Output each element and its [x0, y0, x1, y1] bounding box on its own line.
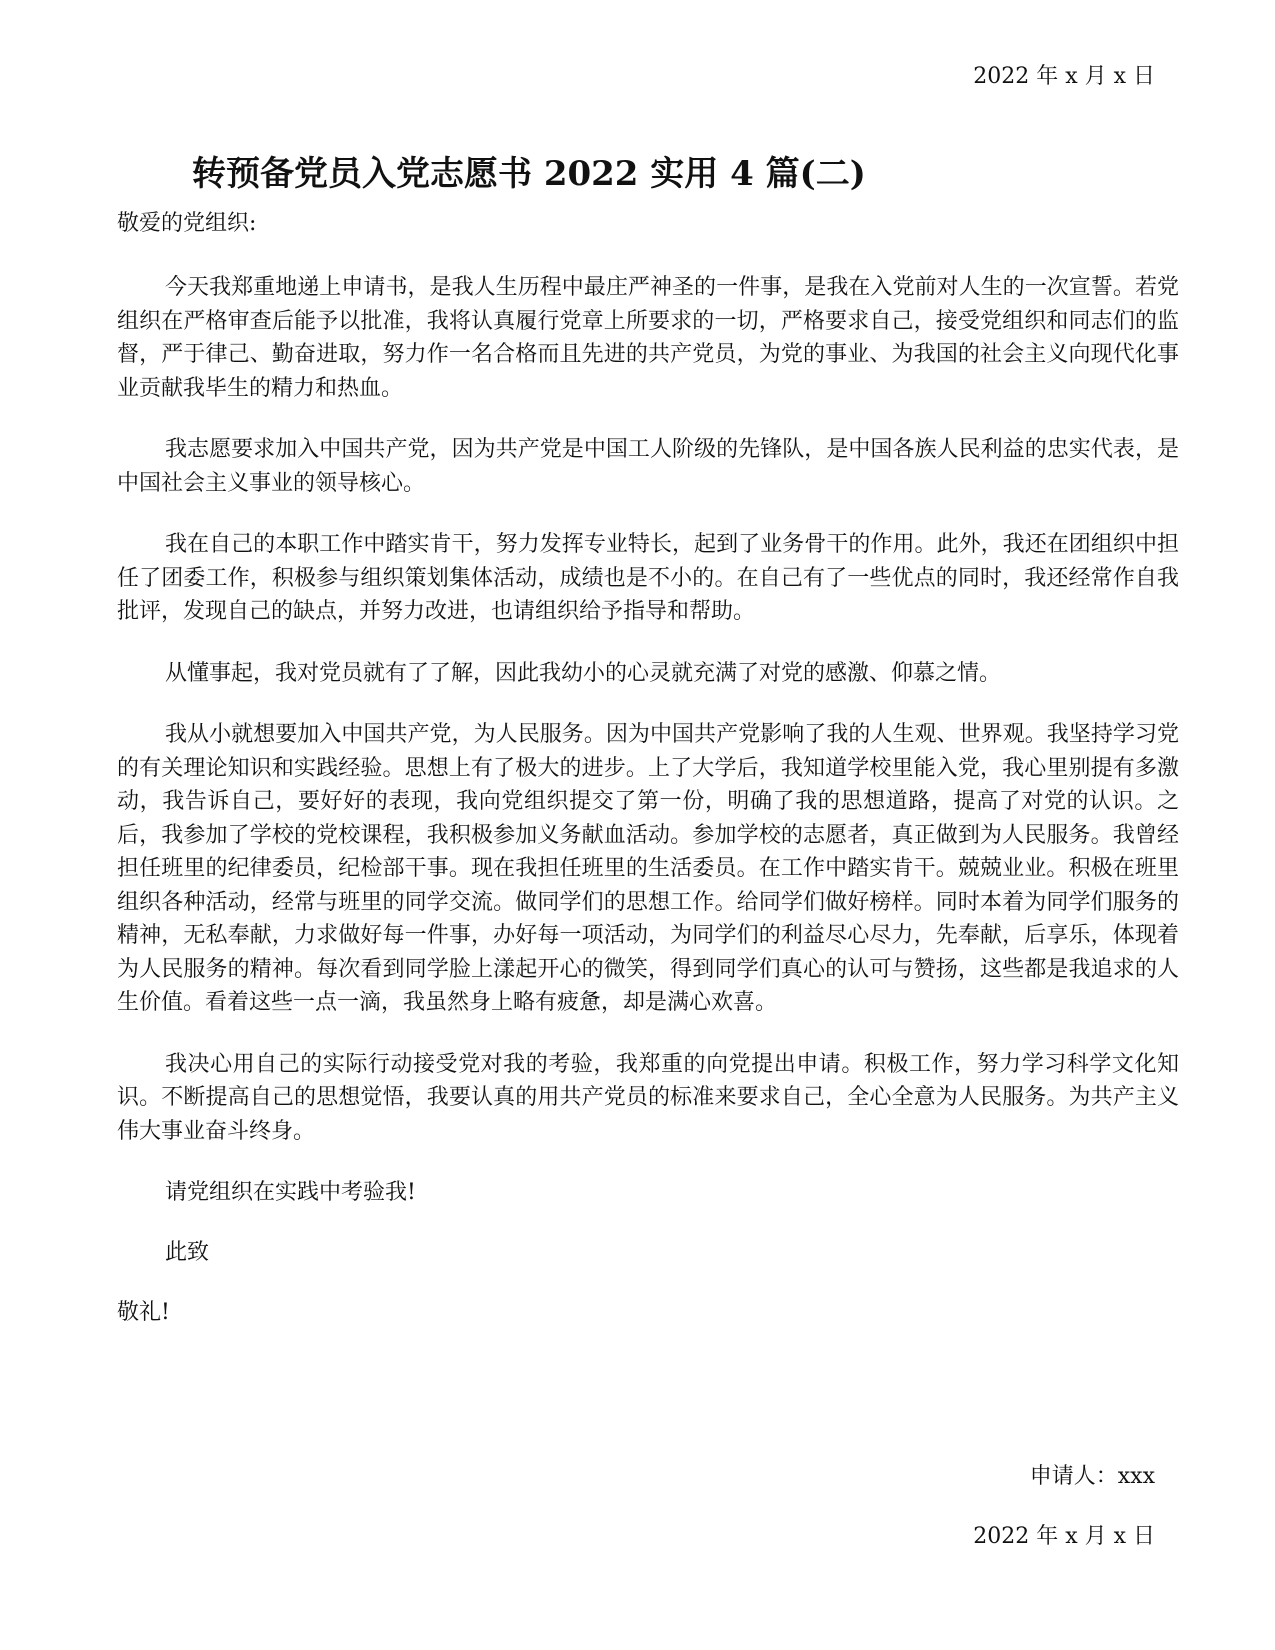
paragraph: 从懂事起，我对党员就有了了解，因此我幼小的心灵就充满了对党的感激、仰慕之情。	[165, 660, 1002, 686]
paragraph: 我从小就想要加入中国共产党，为人民服务。因为中国共产党影响了我的人生观、世界观。我坚持学习党的有关理论知识和实践经验。思想上有了极大的进步。上了大学后，我知道学校里能入党，我心里别提有多激动，我告诉自己，要好好的表现，我向党组织提交了第一份，明确了我的思想道路，提高了对党的认识。之后，我参加了学校的党校课程，我积极参加义务献血活动。参加学校的志愿者，真正做到为人民服务。我曾经担任班里的纪律委员，纪检部干事。现在我担任班里的生活委员。在工作中踏实肯干。兢兢业业。积极在班里组织各种活动，经常与班里的同学交流。做同学们的思想工作。给同学们做好榜样。同时本着为同学们服务的精神，无私奉献，力求做好每一件事，办好每一项活动，为同学们的利益尽心尽力，先奉献，后享乐，体现着为人民服务的精神。每次看到同学脸上漾起开心的微笑，得到同学们真心的认可与赞扬，这些都是我追求的人生价值。看着这些一点一滴，我虽然身上略有疲惫，却是满心欢喜。	[117, 722, 1179, 1015]
document-body	[117, 207, 1179, 1356]
signature-date: 2022 年 x 月 x 日	[973, 1524, 1155, 1549]
paragraph: 我决心用自己的实际行动接受党对我的考验，我郑重的向党提出申请。积极工作，努力学习科学文化知识。不断提高自己的思想觉悟，我要认真的用共产党员的标准来要求自己，全心全意为人民服务。为共产主义伟大事业奋斗终身。	[117, 1051, 1179, 1144]
signature-applicant: 申请人：xxx	[1029, 1464, 1155, 1489]
paragraph: 我志愿要求加入中国共产党，因为共产党是中国工人阶级的先锋队，是中国各族人民利益的忠实代表，是中国社会主义事业的领导核心。	[117, 437, 1179, 496]
header-date: 2022 年 x 月 x 日	[973, 64, 1155, 89]
closing-cizhi: 此致	[165, 1240, 210, 1265]
paragraph: 今天我郑重地递上申请书，是我人生历程中最庄严神圣的一件事，是我在入党前对人生的一次宣誓。若党组织在严格审查后能予以批准，我将认真履行党章上所要求的一切，严格要求自己，接受党组织和同志们的监督，严于律己、勤奋进取，努力作一名合格而且先进的共产党员，为党的事业、为我国的社会主义向现代化事业贡献我毕生的精力和热血。	[117, 275, 1179, 401]
document-title: 转预备党员入党志愿书 2022 实用 4 篇(二)	[192, 154, 866, 194]
closing-request: 请党组织在实践中考验我!	[165, 1180, 416, 1205]
salutation: 敬爱的党组织:	[117, 211, 257, 236]
closing-jingli: 敬礼!	[117, 1300, 170, 1325]
paragraph: 我在自己的本职工作中踏实肯干，努力发挥专业特长，起到了业务骨干的作用。此外，我还在团组织中担任了团委工作，积极参与组织策划集体活动，成绩也是不小的。在自己有了一些优点的同时，我还经常作自我批评，发现自己的缺点，并努力改进，也请组织给予指导和帮助。	[117, 532, 1179, 624]
